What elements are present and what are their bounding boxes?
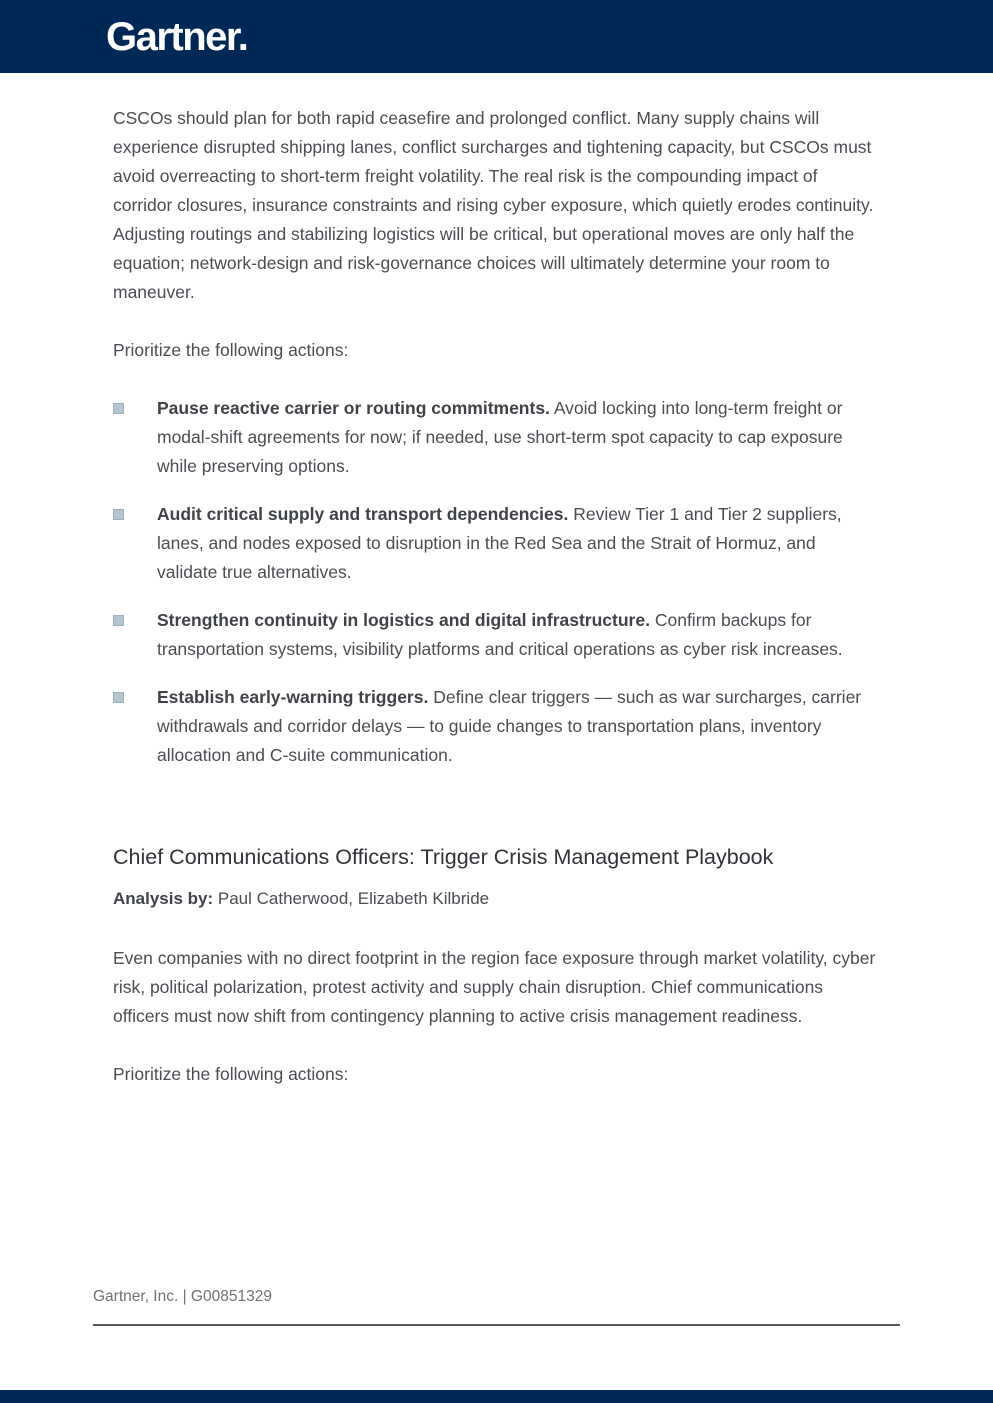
footer-citation: Gartner, Inc. | G00851329 bbox=[93, 1288, 272, 1305]
analysis-by-line bbox=[113, 884, 880, 913]
action-item-text bbox=[157, 683, 880, 770]
footer-divider bbox=[93, 1324, 900, 1326]
section-title: Chief Communications Officers: Trigger Crisis Management Playbook bbox=[113, 845, 774, 869]
action-item bbox=[113, 500, 880, 587]
action-item-text bbox=[157, 606, 880, 664]
bullet-square-icon bbox=[113, 692, 124, 703]
action-item-rest: Review Tier 1 and Tier 2 suppliers, lanes, and nodes exposed to disruption in the Red Sea and the Strait of Hormuz, and validate true alternatives. bbox=[157, 504, 842, 582]
action-item-text bbox=[157, 394, 880, 481]
action-item-rest: Confirm backups for transportation systems, visibility platforms and critical operations as cyber risk increases. bbox=[157, 610, 843, 659]
document-body bbox=[113, 104, 880, 1089]
top-brand-bar bbox=[0, 0, 993, 73]
bullet-square-icon bbox=[113, 509, 124, 520]
action-item bbox=[113, 394, 880, 481]
analysis-by-names: Paul Catherwood, Elizabeth Kilbride bbox=[217, 889, 490, 908]
action-item-text bbox=[157, 500, 880, 587]
gartner-logo: Gartner. bbox=[106, 14, 248, 59]
action-item-lead: Audit critical supply and transport dependencies. bbox=[157, 504, 569, 524]
bottom-page-bar bbox=[0, 1390, 993, 1403]
action-list bbox=[113, 394, 880, 770]
action-item bbox=[113, 683, 880, 770]
analysis-by-label: Analysis by: bbox=[113, 889, 214, 908]
action-item-lead: Strengthen continuity in logistics and digital infrastructure. bbox=[157, 610, 650, 630]
action-item-lead: Establish early-warning triggers. bbox=[157, 687, 429, 707]
action-item-rest: Avoid locking into long-term freight or modal-shift agreements for now; if needed, use short-term spot capacity to cap exposure while preserving options. bbox=[157, 398, 843, 476]
action-item bbox=[113, 606, 880, 664]
bullet-square-icon bbox=[113, 615, 124, 626]
intro-paragraph: CSCOs should plan for both rapid ceasefire and prolonged conflict. Many supply chains will experience disrupted shipping lanes, conflict surcharges and tightening capacity, but CSCOs must avoid overreacting to short-term freight volatility. The real risk is the compounding impact of corridor closures, insurance constraints and rising cyber exposure, which quietly erodes continuity. Adjusting routings and stabilizing logistics will be critical, but operational moves are only half the equation; network-design and risk-governance choices will ultimately determine your room to maneuver. bbox=[113, 108, 874, 302]
section-prioritize-label: Prioritize the following actions: bbox=[113, 1064, 349, 1084]
prioritize-label: Prioritize the following actions: bbox=[113, 340, 349, 360]
bullet-square-icon bbox=[113, 403, 124, 414]
action-item-lead: Pause reactive carrier or routing commitments. bbox=[157, 398, 550, 418]
action-item-rest: Define clear triggers — such as war surcharges, carrier withdrawals and corridor delays — to guide changes to transportation plans, inventory allocation and C-suite communication. bbox=[157, 687, 862, 765]
section-paragraph: Even companies with no direct footprint in the region face exposure through market volatility, cyber risk, political polarization, protest activity and supply chain disruption. Chief communications officers must now shift from contingency planning to active crisis management readiness. bbox=[113, 948, 876, 1026]
